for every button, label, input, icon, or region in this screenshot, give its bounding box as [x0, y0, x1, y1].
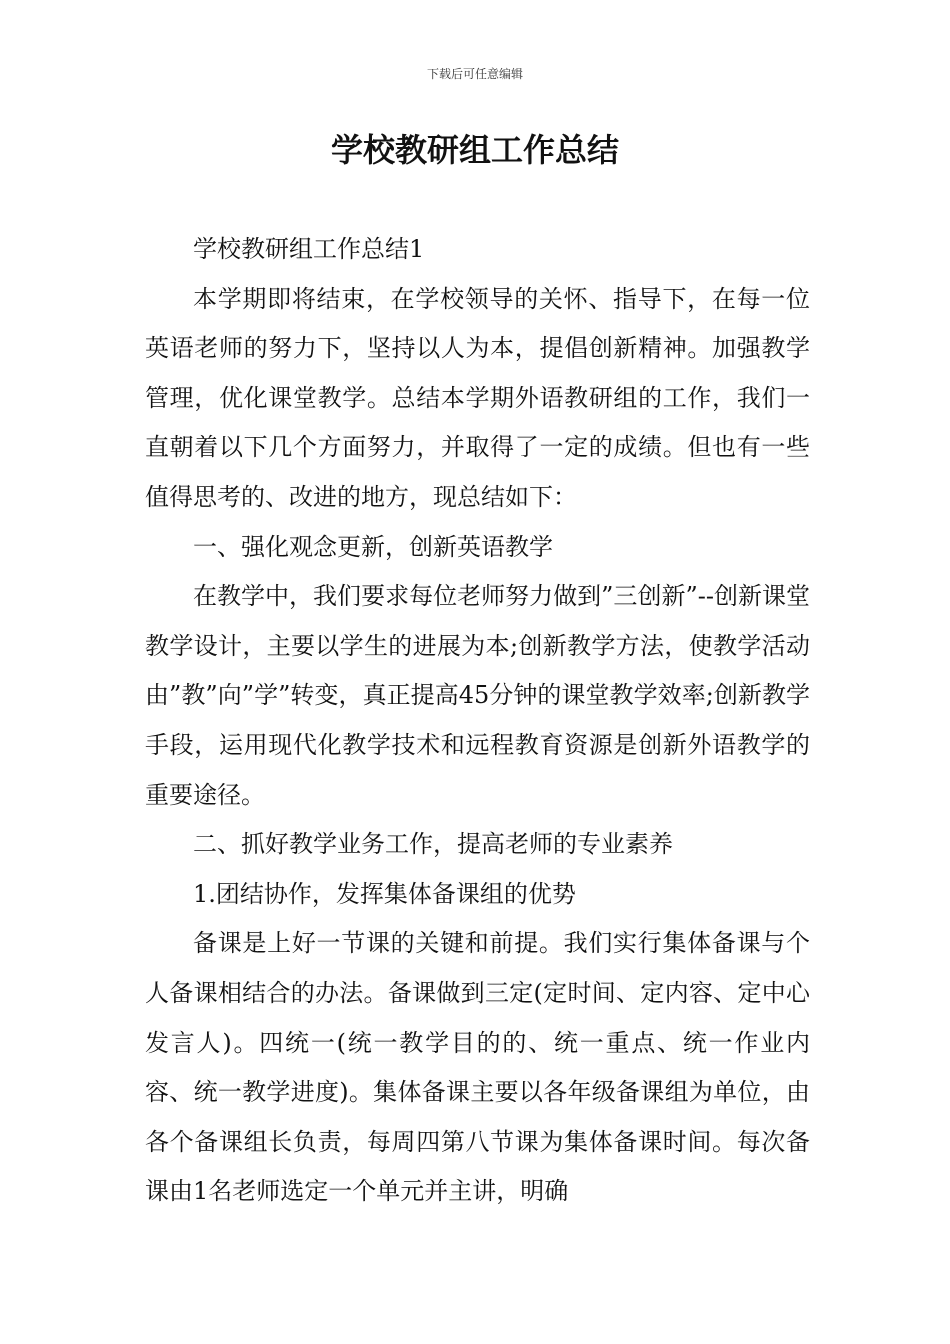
- paragraph: 备课是上好一节课的关键和前提。我们实行集体备课与个人备课相结合的办法。备课做到三定(定时间、定内容、定中心发言人)。四统一(统一教学目的的、统一重点、统一作业内容、统一教学进度)。集体备课主要以各年级备课组为单位，由各个备课组长负责，每周四第八节课为集体备课时间。每次备课由1名老师选定一个单元并主讲，明确: [145, 929, 810, 1206]
- document-body: [145, 225, 810, 1217]
- subsection-heading: 1.团结协作，发挥集体备课组的优势: [193, 879, 576, 908]
- section-heading: 二、抓好教学业务工作，提高老师的专业素养: [193, 830, 673, 859]
- header-note: 下载后可任意编辑: [426, 67, 523, 81]
- page-title: 学校教研组工作总结: [330, 131, 619, 169]
- paragraph: 本学期即将结束，在学校领导的关怀、指导下，在每一位英语老师的努力下，坚持以人为本，提倡创新精神。加强教学管理，优化课堂教学。总结本学期外语教研组的工作，我们一直朝着以下几个方面努力，并取得了一定的成绩。但也有一些值得思考的、改进的地方，现总结如下：: [145, 284, 810, 511]
- section-heading: 一、强化观念更新，创新英语教学: [193, 532, 553, 561]
- paragraph: 在教学中，我们要求每位老师努力做到”三创新”--创新课堂教学设计，主要以学生的进展为本;创新教学方法，使教学活动由”教”向”学”转变，真正提高45分钟的课堂教学效率;创新教学手段，运用现代化教学技术和远程教育资源是创新外语教学的重要途径。: [145, 582, 810, 809]
- section-heading: 学校教研组工作总结1: [193, 235, 425, 263]
